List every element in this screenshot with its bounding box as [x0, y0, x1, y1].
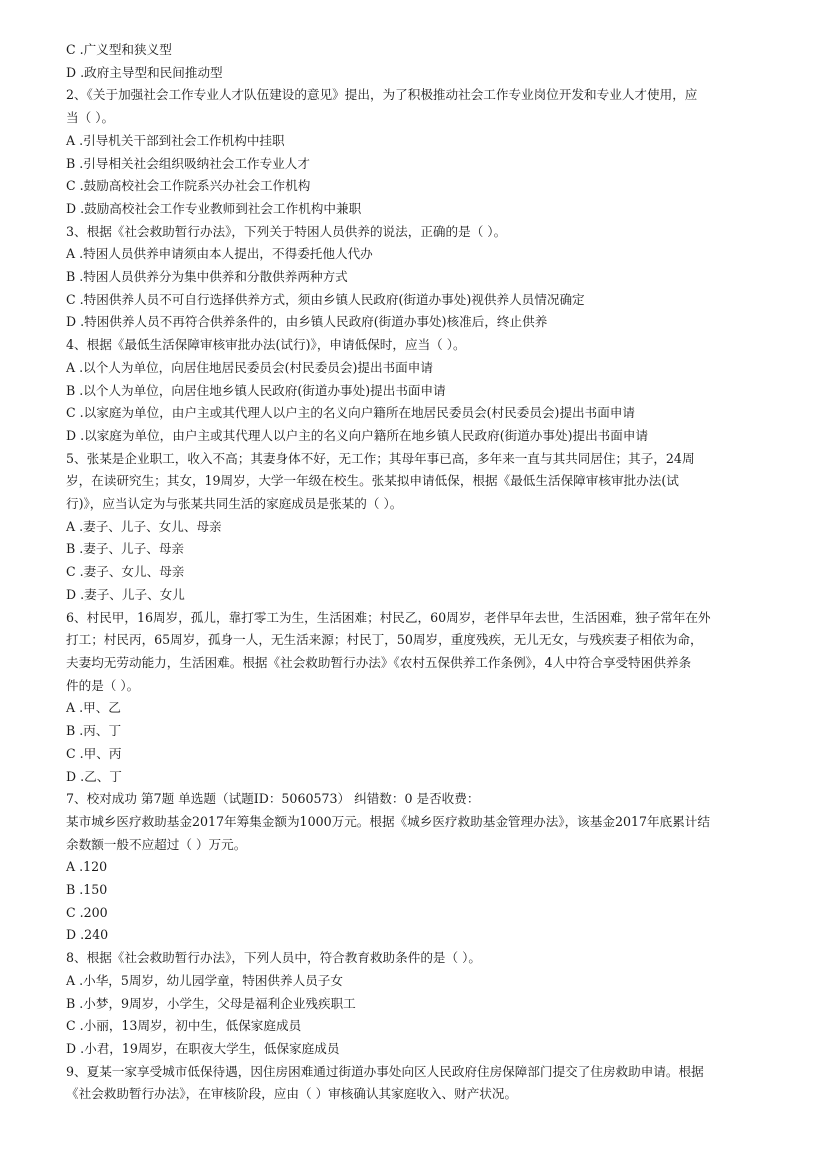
stem-line: 当（ ）。	[66, 110, 115, 126]
option-c: C .妻子、女儿、母亲	[66, 564, 185, 580]
question-4	[66, 334, 766, 448]
question-9	[66, 1061, 766, 1106]
option-c: C .小丽，13周岁，初中生，低保家庭成员	[66, 1018, 302, 1034]
option-d: D .特困供养人员不再符合供养条件的，由乡镇人民政府(街道办事处)核准后，终止供养	[66, 314, 548, 330]
stem-line: 余数额一般不应超过（ ）万元。	[66, 836, 247, 852]
option-c: C .以家庭为单位，由户主或其代理人以户主的名义向户籍所在地居民委员会(村民委员会)提出书面申请	[66, 405, 636, 421]
stem-line: 打工；村民丙，65周岁，孤身一人，无生活来源；村民丁，50周岁，重度残疾，无儿无女，与残疾妻子相依为命，	[66, 632, 703, 648]
option-c: C .特困供养人员不可自行选择供养方式，须由乡镇人民政府(街道办事处)视供养人员情况确定	[66, 291, 585, 307]
option-d: D .乙、丁	[66, 768, 122, 784]
option-d: D .鼓励高校社会工作专业教师到社会工作机构中兼职	[66, 200, 362, 216]
option-b: B .150	[66, 882, 108, 898]
option-c: C .鼓励高校社会工作院系兴办社会工作机构	[66, 178, 311, 194]
option-d: D .小君，19周岁，在职夜大学生，低保家庭成员	[66, 1040, 340, 1056]
document-page	[66, 39, 766, 1106]
question-meta-line: 7、校对成功 第7题 单选题（试题ID：5060573） 纠错数：0 是否收费：	[66, 791, 480, 807]
option-a: A .特困人员供养申请须由本人提出，不得委托他人代办	[66, 246, 373, 262]
stem-line: 3、根据《社会救助暂行办法》，下列关于特困人员供养的说法，正确的是（ ）。	[66, 223, 507, 239]
stem-line: 8、根据《社会救助暂行办法》，下列人员中，符合教育救助条件的是（ ）。	[66, 950, 482, 966]
option-a: A .引导机关干部到社会工作机构中挂职	[66, 132, 285, 148]
stem-line: 行)》，应当认定为与张某共同生活的家庭成员是张某的（ ）。	[66, 496, 403, 512]
question-stem	[66, 1061, 766, 1106]
question-8	[66, 947, 766, 1061]
option-b: B .引导相关社会组织吸纳社会工作专业人才	[66, 155, 310, 171]
question-2	[66, 84, 766, 220]
previous-question-options	[66, 39, 766, 84]
stem-line: 《社会救助暂行办法》，在审核阶段，应由（ ）审核确认其家庭收入、财产状况。	[66, 1086, 518, 1102]
stem-line: 4、根据《最低生活保障审核审批办法(试行)》，申请低保时，应当（ ）。	[66, 337, 466, 353]
question-stem	[66, 221, 766, 244]
question-stem	[66, 607, 766, 698]
stem-line: 9、夏某一家享受城市低保待遇，因住房困难通过街道办事处向区人民政府住房保障部门提交了住房救助申请。根据	[66, 1063, 704, 1079]
option-c: C .200	[66, 904, 108, 920]
question-6	[66, 607, 766, 789]
stem-line: 2、《关于加强社会工作专业人才队伍建设的意见》提出，为了积极推动社会工作专业岗位开发和专业人才使用，应	[66, 87, 698, 103]
question-5	[66, 448, 766, 607]
stem-line: 件的是（ ）。	[66, 677, 140, 693]
option-a: A .以个人为单位，向居住地居民委员会(村民委员会)提出书面申请	[66, 359, 433, 375]
option-c: C .广义型和狭义型	[66, 42, 172, 57]
question-stem	[66, 947, 766, 970]
stem-line: 夫妻均无劳动能力，生活困难。根据《社会救助暂行办法》《农村五保供养工作条例》，4人中符合享受特困供养条	[66, 654, 692, 670]
question-3	[66, 221, 766, 335]
option-b: B .丙、丁	[66, 723, 122, 739]
question-7	[66, 788, 766, 947]
question-stem	[66, 334, 766, 357]
option-d: D .妻子、儿子、女儿	[66, 586, 185, 602]
question-stem	[66, 788, 766, 856]
option-d: D .240	[66, 927, 109, 943]
option-a: A .妻子、儿子、女儿、母亲	[66, 518, 222, 534]
option-b: B .妻子、儿子、母亲	[66, 541, 185, 557]
option-b: B .以个人为单位，向居住地乡镇人民政府(街道办事处)提出书面申请	[66, 382, 446, 398]
question-stem	[66, 448, 766, 516]
option-b: B .特困人员供养分为集中供养和分散供养两种方式	[66, 269, 348, 285]
option-b: B .小梦，9周岁，小学生，父母是福利企业残疾职工	[66, 995, 356, 1011]
stem-line: 某市城乡医疗救助基金2017年筹集金额为1000万元。根据《城乡医疗救助基金管理办法》，该基金2017年底累计结	[66, 813, 710, 829]
stem-line: 5、张某是企业职工，收入不高；其妻身体不好，无工作；其母年事已高，多年来一直与其共同居住；其子，24周	[66, 450, 695, 466]
option-d: D .以家庭为单位，由户主或其代理人以户主的名义向户籍所在地乡镇人民政府(街道办事处)提出书面申请	[66, 427, 649, 443]
option-d: D .政府主导型和民间推动型	[66, 64, 223, 80]
option-a: A .甲、乙	[66, 700, 121, 716]
option-a: A .120	[66, 859, 108, 875]
option-a: A .小华，5周岁，幼儿园学童，特困供养人员子女	[66, 972, 343, 988]
stem-line: 6、村民甲，16周岁，孤儿，靠打零工为生，生活困难；村民乙，60周岁，老伴早年去世，生活困难，独子常年在外	[66, 609, 711, 625]
stem-line: 岁，在读研究生；其女，19周岁，大学一年级在校生。张某拟申请低保，根据《最低生活保障审核审批办法(试	[66, 473, 679, 489]
question-stem	[66, 84, 766, 129]
option-c: C .甲、丙	[66, 745, 122, 761]
